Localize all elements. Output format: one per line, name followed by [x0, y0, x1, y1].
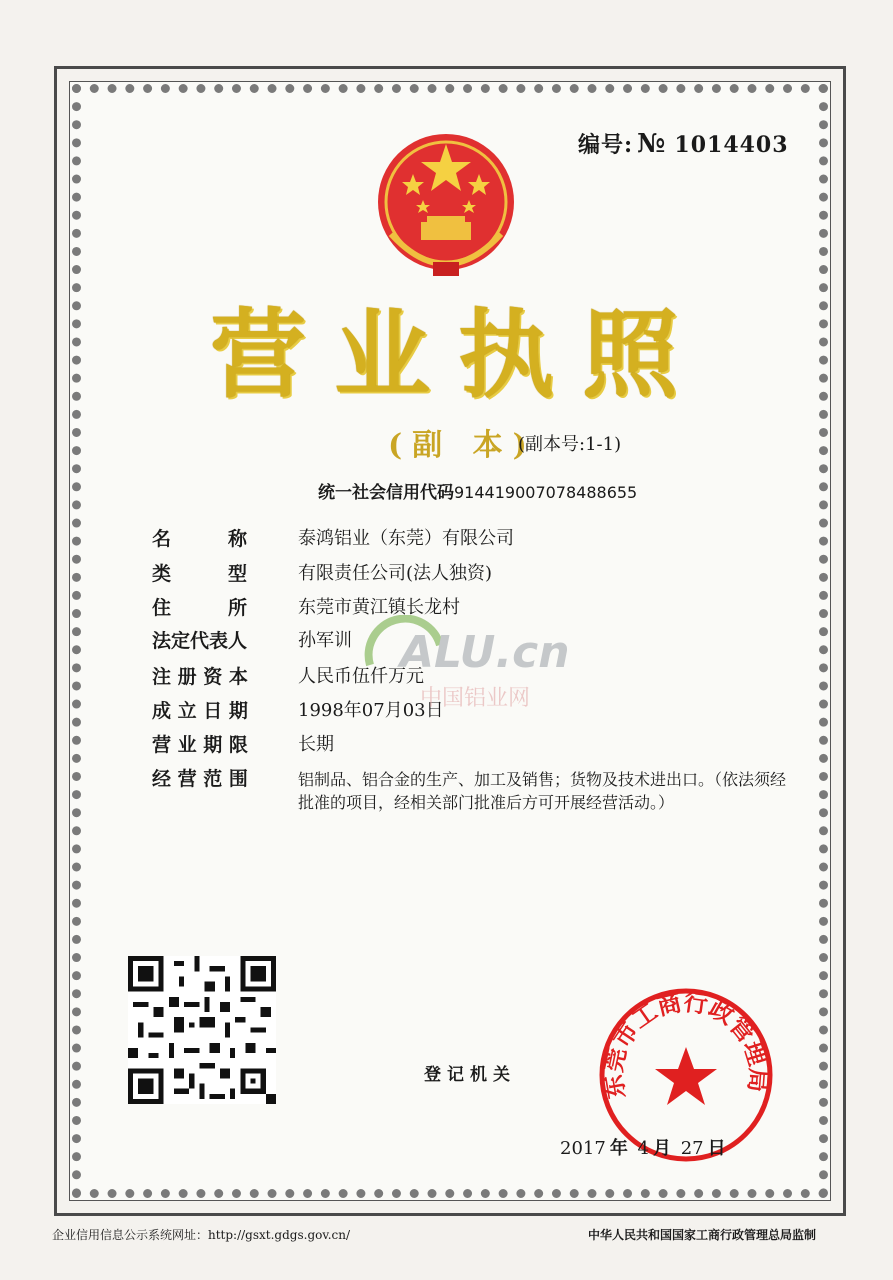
- field-value: 孙军训: [298, 630, 352, 651]
- date-day-suffix: 日: [707, 1138, 726, 1159]
- field-label: 类 型: [152, 563, 248, 585]
- field-label: 法定代表人: [152, 630, 248, 652]
- footer-issuer: 中华人民共和国国家工商行政管理总局监制: [588, 1228, 817, 1242]
- watermark-sub: 中国铝业网: [420, 686, 531, 711]
- field-label: 名 称: [152, 528, 248, 550]
- field-row: [152, 561, 792, 588]
- credit-code: [318, 478, 637, 503]
- field-value: 东莞市黄江镇长龙村: [298, 597, 460, 618]
- date-month: 4: [637, 1138, 649, 1159]
- serial-mark: №: [637, 129, 667, 159]
- field-label: 住 所: [152, 597, 248, 619]
- copy-number: (副本号:1-1): [518, 434, 622, 455]
- field-label: 成 立 日 期: [152, 700, 248, 722]
- date-year: 2017: [560, 1138, 606, 1159]
- field-label: 营 业 期 限: [152, 734, 248, 756]
- watermark-brand: ALU.cn: [400, 627, 570, 678]
- copy-label: (副 本): [388, 428, 537, 463]
- license-title: 营业执照: [210, 298, 706, 411]
- credit-code-label: 统一社会信用代码: [318, 483, 454, 503]
- field-value: 人民币伍仟万元: [298, 666, 424, 687]
- field-value: 长期: [298, 734, 334, 755]
- date-day: 27: [680, 1138, 704, 1159]
- field-value: 有限责任公司(法人独资): [298, 563, 493, 584]
- national-emblem-icon: [371, 124, 521, 284]
- credit-code-value: 91441900707848865​5: [454, 483, 638, 502]
- issue-date: [560, 1134, 730, 1160]
- field-value: 1998年07月03日: [298, 700, 444, 721]
- serial-number: [578, 128, 789, 159]
- qr-code-icon[interactable]: [128, 956, 276, 1104]
- field-label: 注 册 资 本: [152, 666, 248, 688]
- registration-authority: 登记机关: [424, 1065, 516, 1085]
- business-scope: 铝制品、铝合金的生产、加工及销售；货物及技术进出口。（依法须经批准的项目，经相关部门批准后方可开展经营活动。）: [298, 770, 787, 812]
- field-label: 经 营 范 围: [152, 768, 248, 790]
- alu-watermark-logo: [360, 615, 620, 715]
- field-row: [152, 732, 792, 759]
- field-row: [152, 526, 792, 553]
- serial-value: 1014403: [674, 132, 789, 158]
- seal-text: 东莞市工商行政管理局: [598, 986, 774, 1102]
- date-year-suffix: 年: [609, 1138, 628, 1159]
- field-value: 泰鸿铝业（东莞）有限公司: [298, 528, 514, 549]
- serial-label: 编号:: [578, 132, 634, 158]
- footer-url: 企业信用信息公示系统网址：http://gsxt.gdgs.gov.cn/: [52, 1228, 351, 1242]
- date-month-suffix: 月: [653, 1138, 671, 1159]
